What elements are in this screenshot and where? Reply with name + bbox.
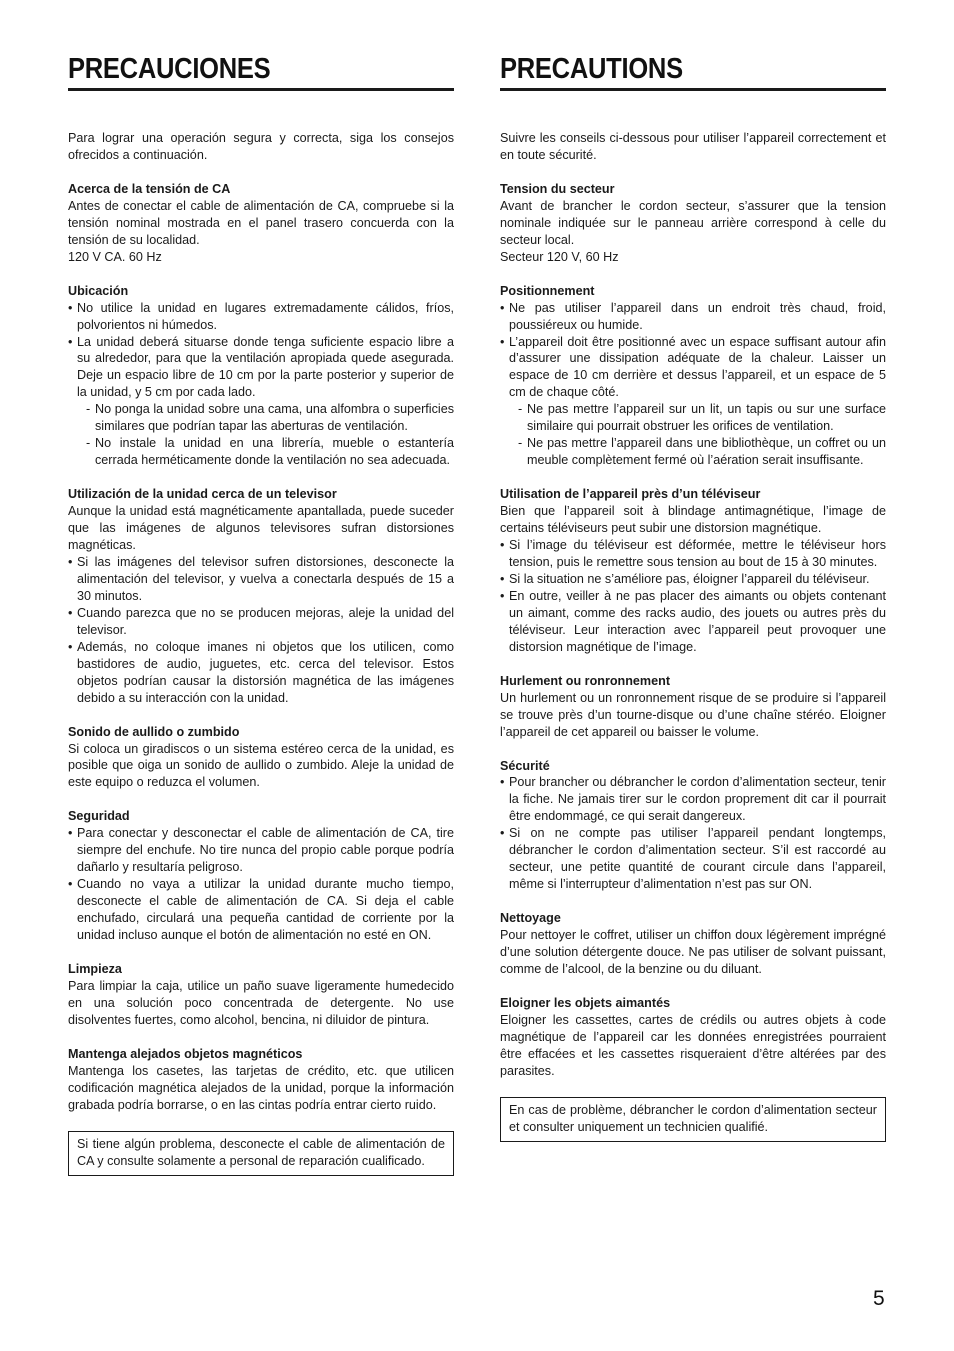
list-item: • No utilice la unidad en lugares extremadamente cálidos, fríos, polvorientos ni húmedos.: [68, 300, 454, 334]
service-notice-box: En cas de problème, débrancher le cordon d’alimentation secteur et consulter uniquement un technicien qualifié.: [500, 1097, 886, 1142]
section-howl: [68, 724, 454, 792]
section-cleaning: [68, 961, 454, 1029]
intro-paragraph: Suivre les conseils ci-dessous pour utiliser l’appareil correctement et en toute sécurité.: [500, 131, 886, 162]
list-item: • Si l’image du téléviseur est déformée, mettre le téléviseur hors tension, puis le remettre sous tension au bout de 15 à 30 minutes.: [500, 537, 886, 571]
section-text: Antes de conectar el cable de alimentación de CA, compruebe si la tensión nominal mostrada en el panel trasero concuerda con la tensión de su localidad.: [68, 198, 454, 247]
section-text: Pour nettoyer le coffret, utiliser un chiffon doux légèrement imprégné d’une solution détergente douce. Ne pas utiliser de solvant puissant, comme de l’alcool, de la benzine ou du diluant.: [500, 928, 886, 976]
page-number: 5: [873, 1287, 885, 1310]
list-item: • Además, no coloque imanes ni objetos que los utilicen, como bastidores de audio, juguetes, etc. cerca del televisor. Estos objetos podrían causar la distorsión magnética de las imágenes debido a su interacción con la unidad.: [68, 639, 454, 707]
section-text: Eloigner les cassettes, cartes de crédils ou autres objets à code magnétique de l’appareil car les données enregistrées pourraient être effacées et les cassettes risqueraient d’être altérées par des parasites.: [500, 1012, 886, 1078]
list-item: • Si la situation ne s’améliore pas, éloigner l’appareil du téléviseur.: [500, 571, 886, 588]
dash-list: [77, 401, 454, 469]
section-heading: Sonido de aullido o zumbido: [68, 724, 240, 739]
title-rule: [68, 88, 454, 91]
section-heading: Utilisation de l’appareil près d’un téléviseur: [500, 487, 761, 502]
section-heading: Mantenga alejados objetos magnéticos: [68, 1046, 303, 1061]
section-safety: [500, 758, 886, 894]
bullet-list: [68, 300, 454, 470]
intro-paragraph: Para lograr una operación segura y correcta, siga los consejos ofrecidos a continuación.: [68, 131, 454, 162]
voltage-value: Secteur 120 V, 60 Hz: [500, 249, 619, 264]
list-item: - Ne pas mettre l’appareil dans une bibliothèque, un coffret ou un meuble complètement fermé où l’aération serait insuffisante.: [518, 435, 886, 469]
content-french: [500, 130, 886, 1142]
section-heading: Nettoyage: [500, 911, 561, 926]
section-magnetic: [68, 1046, 454, 1114]
section-heading: Eloigner les objets aimantés: [500, 995, 671, 1010]
list-item: • Si on ne compte pas utiliser l’appareil pendant longtemps, débrancher le cordon d’alimentation secteur. S’il est raccordé au secteur, une petite quantité de courant circule dans l’appareil, même si l’interrupteur d’alimentation n’est pas sur ON.: [500, 825, 886, 893]
section-text: Si coloca un giradiscos o un sistema estéreo cerca de la unidad, es posible que oiga un sonido de aullido o zumbido. Aleje la unidad de este equipo o reduzca el volumen.: [68, 741, 454, 790]
list-item: • Cuando no vaya a utilizar la unidad durante mucho tiempo, desconecte el cable de alimentación de CA. Si deja el cable enchufado, circulará una pequeña cantidad de corriente por la unidad incluso aunque el botón de alimentación no esté en ON.: [68, 876, 454, 944]
section-cleaning: [500, 910, 886, 978]
section-heading: Sécurité: [500, 758, 550, 773]
section-text: Un hurlement ou un ronronnement risque de se produire si l’appareil se trouve près d’un tourne-disque ou d’une chaîne stéréo. Eloigner l’appareil de cet appareil ou baisser le volume.: [500, 690, 886, 739]
section-location: [68, 283, 454, 469]
page-title-french: PRECAUTIONS: [500, 53, 683, 85]
section-text: Bien que l’appareil soit à blindage antimagnétique, l’image de certains téléviseurs peut subir une distorsion magnétique.: [500, 504, 886, 536]
section-text: Avant de brancher le cordon secteur, s’assurer que la tension nominale indiquée sur le panneau arrière correspond à celle du secteur local.: [500, 198, 886, 247]
dash-list: [509, 401, 886, 469]
section-location: [500, 283, 886, 469]
list-item: • Si las imágenes del televisor sufren distorsiones, desconecte la alimentación del televisor, y vuelva a conectarla después de 15 a 30 minutos.: [68, 554, 454, 605]
section-howl: [500, 673, 886, 741]
service-notice-box: Si tiene algún problema, desconecte el cable de alimentación de CA y consulte solamente a personal de reparación cualificado.: [68, 1131, 454, 1176]
page-title-spanish: PRECAUCIONES: [68, 53, 271, 85]
list-item: - No ponga la unidad sobre una cama, una alfombra o superficies similares que podrían tapar las aberturas de ventilación.: [86, 401, 454, 435]
section-voltage: [68, 181, 454, 266]
list-item: • En outre, veiller à ne pas placer des aimants ou objets contenant un aimant, comme des racks audio, des jouets ou autres près du téléviseur. Leur interaction avec l’appareil peut provoquer une distorsion magnétique de l’image.: [500, 588, 886, 656]
section-heading: Acerca de la tensión de CA: [68, 181, 231, 196]
section-voltage: [500, 181, 886, 266]
section-heading: Limpieza: [68, 961, 122, 976]
list-item: • Cuando parezca que no se producen mejoras, aleje la unidad del televisor.: [68, 605, 454, 639]
list-item: • La unidad deberá situarse donde tenga suficiente espacio libre a su alrededor, para que la ventilación apropiada quede asegurada. Deje un espacio libre de 10 cm por la parte posterior y superior de la unidad, y 5 cm por cada lado. - No ponga la unidad sobre una cama, una alfombra o superficies similares que podrían tapar las aberturas de ventilación. - No instale la unidad en una librería, mueble o estantería cerrada herméticamente donde la ventilación no sea adecuada.: [68, 334, 454, 470]
bullet-list: [500, 537, 886, 656]
section-heading: Tension du secteur: [500, 181, 615, 196]
section-text: Mantenga los casetes, las tarjetas de crédito, etc. que utilicen codificación magnética alejados de la unidad, porque la información grabada podría borrarse, o en las cintas podría entrar cierto ruido.: [68, 1063, 454, 1112]
bullet-list: [68, 825, 454, 944]
section-heading: Hurlement ou ronronnement: [500, 673, 671, 688]
section-heading: Seguridad: [68, 809, 130, 824]
list-item: - No instale la unidad en una librería, mueble o estantería cerrada herméticamente donde la ventilación no sea adecuada.: [86, 435, 454, 469]
bullet-list: [500, 300, 886, 470]
section-heading: Ubicación: [68, 283, 129, 298]
list-item: • Para conectar y desconectar el cable de alimentación de CA, tire siempre del enchufe. No tire nunca del propio cable porque podría dañarlo y resultaría peligroso.: [68, 825, 454, 876]
bullet-list: [68, 554, 454, 707]
list-item: • Ne pas utiliser l’appareil dans un endroit très chaud, froid, poussiéreux ou humide.: [500, 300, 886, 334]
section-heading: Positionnement: [500, 283, 595, 298]
section-heading: Utilización de la unidad cerca de un televisor: [68, 487, 337, 502]
title-rule: [500, 88, 886, 91]
list-item: • Pour brancher ou débrancher le cordon d’alimentation secteur, tenir la fiche. Ne jamais tirer sur le cordon proprement dit car il pourrait être endommagé, ce qui serait dangereux.: [500, 774, 886, 825]
section-tv: [500, 486, 886, 656]
voltage-value: 120 V CA. 60 Hz: [68, 249, 162, 264]
section-tv: [68, 486, 454, 706]
section-safety: [68, 808, 454, 944]
section-magnetic: [500, 995, 886, 1080]
content-spanish: [68, 130, 454, 1176]
list-item: - Ne pas mettre l’appareil sur un lit, un tapis ou sur une surface similaire qui pourrait obstruer les orifices de ventilation.: [518, 401, 886, 435]
section-text: Aunque la unidad está magnéticamente apantallada, puede suceder que las imágenes de algunos televisores sufran distorsiones magnéticas.: [68, 504, 454, 553]
bullet-list: [500, 774, 886, 893]
list-item: • L’appareil doit être positionné avec un espace suffisant autour afin d’assurer une dissipation adéquate de la chaleur. Laisser un espace de 10 cm derrière et dessus l’appareil, et un espace de 5 cm de chaque côté. - Ne pas mettre l’appareil sur un lit, un tapis ou sur une surface similaire qui pourrait obstruer les orifices de ventilation. - Ne pas mettre l’appareil dans une bibliothèque, un coffret ou un meuble complètement fermé où l’aération serait insuffisante.: [500, 334, 886, 470]
section-text: Para limpiar la caja, utilice un paño suave ligeramente humedecido en una solución poco concentrada de detergente. No use disolventes fuertes, como alcohol, bencina, ni diluidor de pintura.: [68, 978, 454, 1027]
